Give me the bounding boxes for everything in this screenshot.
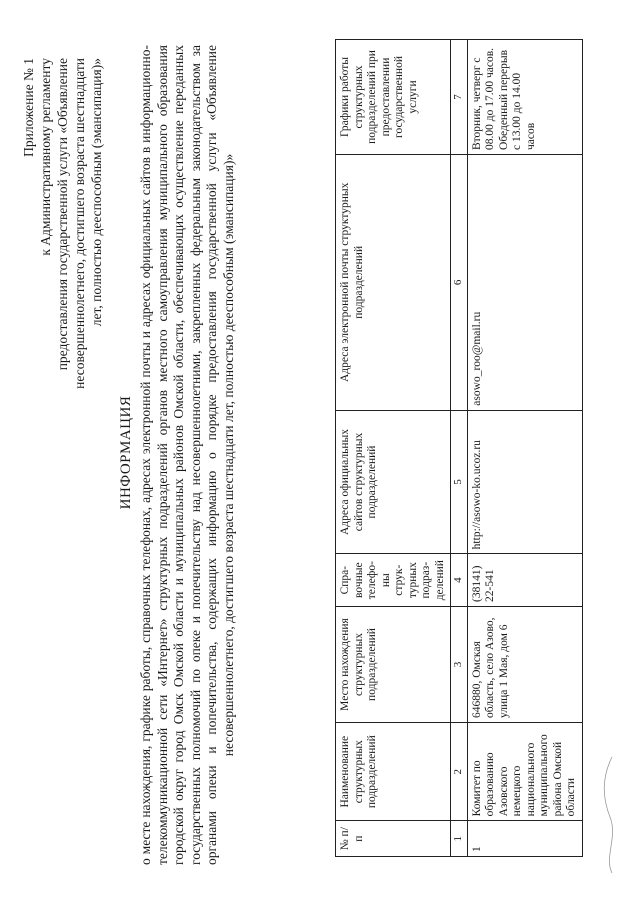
- column-number: 2: [451, 723, 468, 821]
- appendix-line: лет, полностью дееспособным (эмансипация)»: [89, 58, 104, 327]
- document-intro: о месте нахождения, графике работы, справочных телефонах, адресах электронной почты и адресах официальных сайтов в информационно-телекоммуникационной сети «Интернет» структурных подразделений органов местного самоуправления муниципального образования городской округ город Омск Омской области и муниципальных районов Омской области, обеспечивающих осуществление переданных государственных полномочий по опеке и попечительству над несовершеннолетними, закрепленных федеральным законодательством за органами опеки и попечительства, содержащих информацию о порядке предоставления государственной услуги «Объявление несовершеннолетнего, достигшего возраста шестнадцати лет, полностью дееспособным (эмансипация)»: [138, 45, 236, 865]
- info-table: [335, 39, 583, 857]
- column-number: 1: [451, 821, 468, 857]
- column-number: 3: [451, 607, 468, 723]
- unit-name: Комитет по образованию Азовского немецкого национального муниципального района Омской области: [467, 723, 582, 821]
- unit-website: http://asowo-ko.ucoz.ru: [467, 410, 582, 554]
- row-number: 1: [467, 821, 582, 857]
- column-number: 6: [451, 154, 468, 410]
- column-header: Наименование структурных подразделений: [336, 723, 451, 821]
- column-header: Графики работы структурных подразделений при предоставлении государственной услуги: [336, 40, 451, 155]
- appendix-line: несовершеннолетнего, достигшего возраста шестнадцати: [72, 58, 87, 389]
- unit-email: asowo_roo@mail.ru: [467, 154, 582, 410]
- column-number-row: [451, 40, 468, 857]
- column-header: Адреса официальных сайтов структурных подразделений: [336, 410, 451, 554]
- column-number: 5: [451, 410, 468, 554]
- document-title: ИНФОРМАЦИЯ: [118, 395, 134, 510]
- appendix-line: Приложение № 1: [21, 58, 36, 157]
- unit-address: 646880, Омская область, село Азово, улица 1 Мая, дом 6: [467, 607, 582, 723]
- unit-phone: (38141) 22-541: [467, 554, 582, 607]
- column-header: Адреса электронной почты структурных подразделений: [336, 154, 451, 410]
- unit-schedule: Вторник, четверг с 08.00 до 17.00 часов. Обеденный перерыв с 13.00 до 14.00 часов: [467, 40, 582, 155]
- column-header: Спра-вочные телефо-ны струк-турных подраз-делений: [336, 554, 451, 607]
- scan-mark: [598, 717, 622, 877]
- appendix-line: к Административному регламенту: [38, 58, 53, 256]
- table-row: [467, 40, 582, 857]
- appendix-line: предоставления государственной услуги «Объявление: [55, 58, 70, 371]
- column-number: 7: [451, 40, 468, 155]
- table-header-row: [336, 40, 451, 857]
- column-header: № п/п: [336, 821, 451, 857]
- column-header: Место нахождения структурных подразделений: [336, 607, 451, 723]
- column-number: 4: [451, 554, 468, 607]
- appendix-header: [20, 58, 105, 488]
